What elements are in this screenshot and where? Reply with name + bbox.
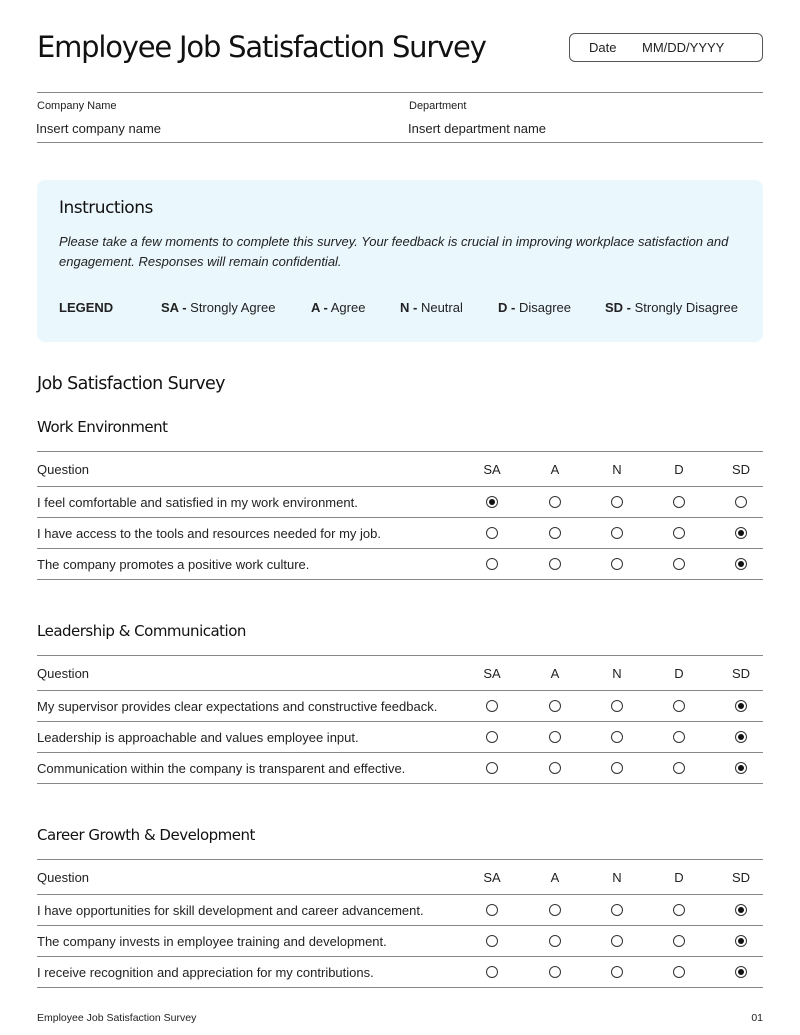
survey-table-career-growth xyxy=(37,859,763,988)
question-text: My supervisor provides clear expectations and constructive feedback. xyxy=(37,698,438,714)
legend-label: LEGEND xyxy=(59,300,114,315)
legend-item-d: D - Disagree xyxy=(498,300,571,315)
radio-d[interactable] xyxy=(673,762,685,774)
radio-sd[interactable] xyxy=(735,700,747,712)
column-header-d: D xyxy=(674,665,684,681)
survey-table-work-environment xyxy=(37,451,763,580)
table-header-row xyxy=(37,655,763,691)
radio-a[interactable] xyxy=(549,558,561,570)
radio-a[interactable] xyxy=(549,496,561,508)
radio-a[interactable] xyxy=(549,935,561,947)
radio-sd[interactable] xyxy=(735,496,747,508)
column-header-d: D xyxy=(674,869,684,885)
legend-item-a: A - Agree xyxy=(311,300,366,315)
radio-d[interactable] xyxy=(673,904,685,916)
radio-d[interactable] xyxy=(673,731,685,743)
radio-n[interactable] xyxy=(611,527,623,539)
question-text: I feel comfortable and satisfied in my work environment. xyxy=(37,494,358,510)
radio-sd[interactable] xyxy=(735,731,747,743)
radio-sa[interactable] xyxy=(486,700,498,712)
question-text: The company promotes a positive work culture. xyxy=(37,556,310,572)
department-label: Department xyxy=(409,100,467,112)
column-header-a: A xyxy=(550,461,560,477)
radio-n[interactable] xyxy=(611,762,623,774)
radio-a[interactable] xyxy=(549,762,561,774)
radio-sa[interactable] xyxy=(486,762,498,774)
company-name-label: Company Name xyxy=(37,100,117,112)
radio-sa[interactable] xyxy=(486,731,498,743)
column-header-n: N xyxy=(612,869,622,885)
instructions-title: Instructions xyxy=(59,198,153,218)
radio-a[interactable] xyxy=(549,527,561,539)
radio-sa[interactable] xyxy=(486,527,498,539)
question-text: I receive recognition and appreciation for my contributions. xyxy=(37,964,374,980)
radio-a[interactable] xyxy=(549,731,561,743)
table-header-row xyxy=(37,859,763,895)
radio-sd[interactable] xyxy=(735,966,747,978)
date-field[interactable] xyxy=(569,33,763,62)
radio-sd[interactable] xyxy=(735,762,747,774)
column-header-sa: SA xyxy=(483,665,501,681)
radio-sd[interactable] xyxy=(735,527,747,539)
radio-sa[interactable] xyxy=(486,966,498,978)
survey-table-leadership xyxy=(37,655,763,784)
page-title: Employee Job Satisfaction Survey xyxy=(37,30,486,64)
date-value[interactable]: MM/DD/YYYY xyxy=(642,40,725,55)
survey-title: Job Satisfaction Survey xyxy=(37,374,225,394)
table-row xyxy=(37,895,763,926)
table-row xyxy=(37,691,763,722)
legend-item-n: N - Neutral xyxy=(400,300,463,315)
radio-d[interactable] xyxy=(673,558,685,570)
radio-n[interactable] xyxy=(611,731,623,743)
radio-d[interactable] xyxy=(673,966,685,978)
column-header-a: A xyxy=(550,665,560,681)
table-row xyxy=(37,926,763,957)
section-title-work-environment: Work Environment xyxy=(37,418,168,436)
instructions-panel xyxy=(37,180,763,342)
radio-a[interactable] xyxy=(549,966,561,978)
radio-sa[interactable] xyxy=(486,935,498,947)
radio-n[interactable] xyxy=(611,966,623,978)
radio-d[interactable] xyxy=(673,527,685,539)
column-header-sa: SA xyxy=(483,461,501,477)
radio-n[interactable] xyxy=(611,496,623,508)
page-number: 01 xyxy=(751,1012,763,1024)
radio-d[interactable] xyxy=(673,935,685,947)
column-header-sd: SD xyxy=(731,665,751,681)
survey-page xyxy=(37,0,763,1035)
date-label: Date xyxy=(589,40,617,55)
table-row xyxy=(37,753,763,784)
company-info-row xyxy=(37,92,763,143)
radio-a[interactable] xyxy=(549,700,561,712)
column-header-question: Question xyxy=(37,461,90,477)
question-text: The company invests in employee training and development. xyxy=(37,933,387,949)
section-title-career-growth: Career Growth & Development xyxy=(37,826,255,844)
column-header-sd: SD xyxy=(731,461,751,477)
question-text: I have opportunities for skill development and career advancement. xyxy=(37,902,424,918)
radio-sa[interactable] xyxy=(486,558,498,570)
table-header-row xyxy=(37,451,763,487)
table-row xyxy=(37,518,763,549)
legend-item-sa: SA - Strongly Agree xyxy=(161,300,276,315)
radio-sd[interactable] xyxy=(735,558,747,570)
radio-sd[interactable] xyxy=(735,935,747,947)
table-row xyxy=(37,957,763,988)
question-text: I have access to the tools and resources needed for my job. xyxy=(37,525,381,541)
column-header-n: N xyxy=(612,461,622,477)
legend-item-sd: SD - Strongly Disagree xyxy=(605,300,738,315)
table-row xyxy=(37,487,763,518)
radio-a[interactable] xyxy=(549,904,561,916)
radio-n[interactable] xyxy=(611,904,623,916)
radio-sa[interactable] xyxy=(486,904,498,916)
radio-n[interactable] xyxy=(611,935,623,947)
radio-n[interactable] xyxy=(611,700,623,712)
column-header-a: A xyxy=(550,869,560,885)
section-title-leadership: Leadership & Communication xyxy=(37,622,246,640)
column-header-d: D xyxy=(674,461,684,477)
department-value[interactable]: Insert department name xyxy=(408,121,547,136)
table-row xyxy=(37,722,763,753)
footer-title: Employee Job Satisfaction Survey xyxy=(37,1012,197,1024)
radio-d[interactable] xyxy=(673,700,685,712)
column-header-sa: SA xyxy=(483,869,501,885)
column-header-sd: SD xyxy=(731,869,751,885)
radio-sd[interactable] xyxy=(735,904,747,916)
radio-n[interactable] xyxy=(611,558,623,570)
question-text: Communication within the company is transparent and effective. xyxy=(37,760,406,776)
radio-sa[interactable] xyxy=(486,496,498,508)
instructions-text: Please take a few moments to complete this survey. Your feedback is crucial in improving workplace satisfaction and engagement. Responses will remain confidential. xyxy=(59,234,729,269)
company-name-value[interactable]: Insert company name xyxy=(36,121,162,136)
radio-d[interactable] xyxy=(673,496,685,508)
table-row xyxy=(37,549,763,580)
question-text: Leadership is approachable and values employee input. xyxy=(37,729,359,745)
column-header-question: Question xyxy=(37,665,90,681)
column-header-question: Question xyxy=(37,869,90,885)
column-header-n: N xyxy=(612,665,622,681)
